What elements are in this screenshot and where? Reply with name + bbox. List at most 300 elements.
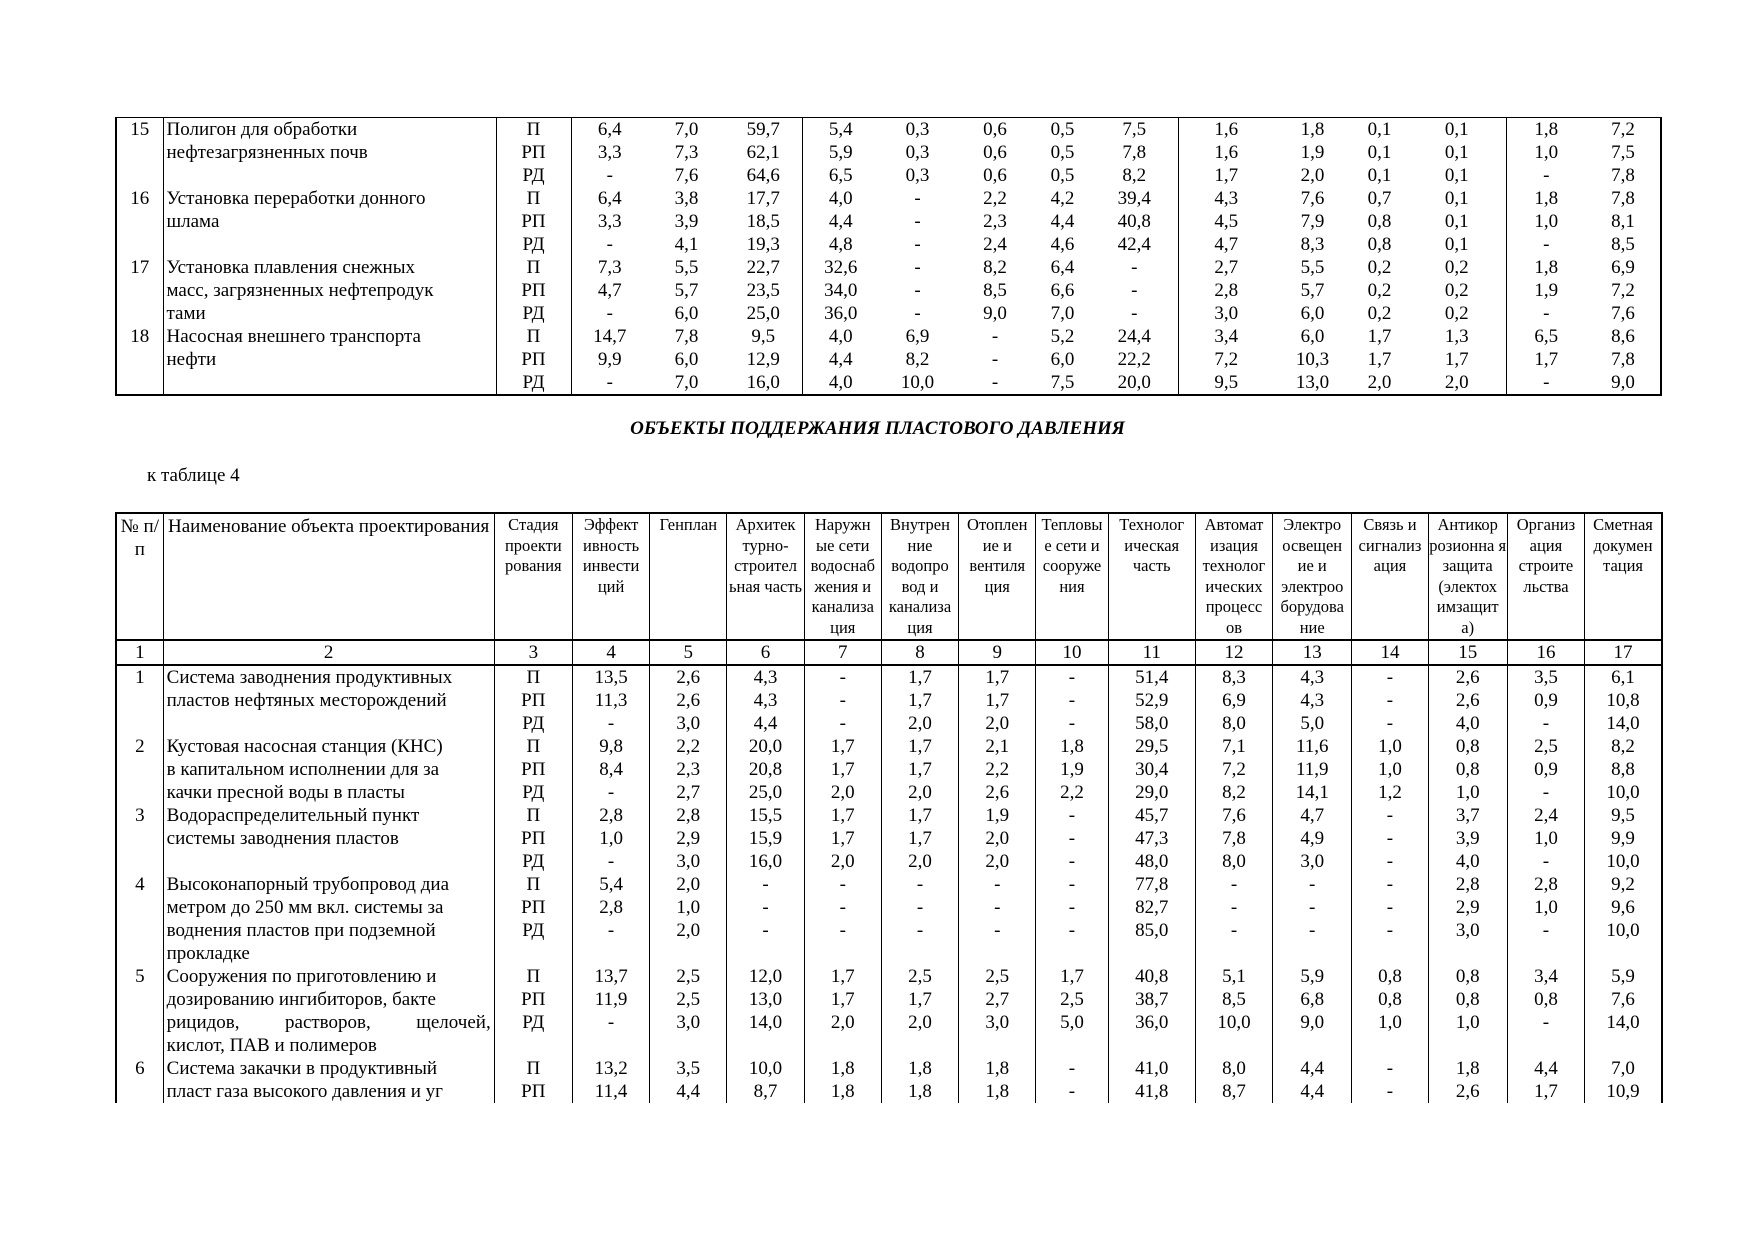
stage-cell: РП	[494, 689, 572, 712]
value-cell: 1,0	[1428, 781, 1507, 804]
value-cell: 3,3	[597, 211, 622, 232]
value-cell: 14,0	[1585, 712, 1662, 735]
value-cell: 1,9	[1300, 142, 1325, 163]
value-cell: 5,0	[1036, 1011, 1108, 1034]
row-number-cell	[116, 919, 163, 942]
value-cell: 11,9	[1273, 758, 1352, 781]
value-cell	[804, 1034, 881, 1057]
value-cell: 2,6	[1428, 665, 1507, 689]
value-cell: 0,5	[1050, 142, 1075, 163]
value-cell: 0,3	[905, 165, 930, 186]
value-cell: 1,7	[804, 758, 881, 781]
value-cell: -	[1543, 303, 1550, 324]
value-cell: 0,1	[1408, 210, 1506, 233]
value-cell: 9,0	[983, 303, 1007, 324]
value-cell: 8,2	[905, 349, 930, 370]
value-cell: 0,1	[1408, 164, 1506, 187]
value-cell: 3,3	[597, 142, 622, 163]
table-row	[116, 850, 1662, 873]
value-cell: 4,6	[1050, 234, 1075, 255]
row-number-cell	[116, 1011, 163, 1034]
object-name-cell	[163, 371, 496, 395]
value-cell	[1507, 1034, 1584, 1057]
value-cell: -	[1273, 896, 1352, 919]
table-row	[116, 665, 1662, 689]
value-cell: 2,8	[572, 896, 649, 919]
value-cell: 22,2	[1091, 348, 1178, 371]
object-name-cell	[163, 712, 494, 735]
value-cell: 7,6	[674, 165, 699, 186]
table-row	[116, 1034, 1662, 1057]
object-name-cell	[163, 850, 494, 873]
value-cell: 2,6	[1428, 689, 1507, 712]
value-cell: 5,5	[1300, 257, 1325, 278]
value-cell: 1,8	[1534, 188, 1559, 209]
value-cell: 0,6	[983, 165, 1007, 186]
stage-cell	[494, 1034, 572, 1057]
value-cell: 9,5	[1585, 804, 1662, 827]
table-row	[116, 187, 1661, 210]
value-cell: 15,9	[727, 827, 804, 850]
table-row	[116, 279, 1661, 302]
table-row	[116, 164, 1661, 187]
value-cell: 8,3	[1195, 665, 1272, 689]
value-cell: 8,4	[572, 758, 649, 781]
column-number: 4	[572, 640, 649, 665]
value-cell	[1273, 942, 1352, 965]
value-cell: 5,9	[1585, 965, 1662, 988]
value-cell: 6,0	[674, 303, 699, 324]
value-cell: 0,1	[1408, 118, 1506, 142]
value-cell: 10,0	[879, 371, 956, 395]
column-number: 12	[1195, 640, 1272, 665]
stage-cell: РП	[494, 988, 572, 1011]
value-cell: 0,1	[1408, 233, 1506, 256]
value-cell: 0,2	[1408, 279, 1506, 302]
value-cell: 0,1	[1351, 118, 1408, 142]
value-cell: 3,7	[1428, 804, 1507, 827]
value-cell: -	[1036, 850, 1108, 873]
value-cell: 36,0	[824, 303, 858, 324]
value-cell: 0,3	[879, 118, 956, 142]
value-cell: 6,9	[1586, 256, 1661, 279]
value-cell: 30,4	[1108, 758, 1195, 781]
object-name-cell: масс, загрязненных нефтепродук	[163, 279, 496, 302]
column-number: 9	[959, 640, 1036, 665]
value-cell: -	[1273, 873, 1352, 896]
value-cell: 7,8	[1195, 827, 1272, 850]
value-cell: 48,0	[1108, 850, 1195, 873]
column-number: 17	[1585, 640, 1662, 665]
value-cell: 42,4	[1091, 233, 1178, 256]
value-cell: -	[1036, 1080, 1108, 1103]
value-cell: 8,8	[1585, 758, 1662, 781]
value-cell: 2,5	[1036, 988, 1108, 1011]
row-number-cell	[116, 712, 163, 735]
value-cell: 2,7	[1214, 257, 1239, 278]
value-cell: 1,7	[881, 665, 958, 689]
column-header: Автомат изация технолог ических процесс ов	[1195, 513, 1272, 640]
value-cell: 2,4	[1507, 804, 1584, 827]
value-cell: 10,9	[1585, 1080, 1662, 1103]
ppd-table	[115, 512, 1663, 1103]
object-name-cell: Полигон для обработки	[163, 118, 496, 142]
column-header: Архитек турно- строител ьная часть	[727, 513, 804, 640]
value-cell: 8,6	[1586, 325, 1661, 348]
column-header: Технолог ическая часть	[1108, 513, 1195, 640]
value-cell: 2,0	[1351, 371, 1408, 395]
value-cell: -	[881, 919, 958, 942]
stage-cell: РД	[494, 781, 572, 804]
object-name-cell: тами	[163, 302, 496, 325]
value-cell: 10,0	[1585, 919, 1662, 942]
value-cell: 29,5	[1108, 735, 1195, 758]
value-cell: -	[1507, 850, 1584, 873]
value-cell: 1,8	[1274, 118, 1351, 142]
value-cell: -	[572, 1011, 649, 1034]
table-row	[116, 689, 1662, 712]
value-cell: -	[1352, 665, 1428, 689]
value-cell: -	[804, 896, 881, 919]
value-cell: 18,5	[725, 210, 802, 233]
value-cell: 6,5	[828, 165, 853, 186]
row-number-cell	[116, 988, 163, 1011]
value-cell: 2,0	[881, 850, 958, 873]
value-cell: 1,0	[1428, 1011, 1507, 1034]
value-cell: 59,7	[725, 118, 802, 142]
column-header: Наружн ые сети водоснаб жения и канализа ция	[804, 513, 881, 640]
value-cell: -	[959, 919, 1036, 942]
value-cell: 8,7	[727, 1080, 804, 1103]
column-number: 13	[1273, 640, 1352, 665]
stage-cell: РП	[494, 1080, 572, 1103]
value-cell: 6,0	[1300, 303, 1325, 324]
ppd-table-body	[116, 665, 1662, 1103]
value-cell: -	[914, 303, 921, 324]
value-cell: -	[571, 371, 648, 395]
column-number-row	[116, 640, 1662, 665]
value-cell: 1,7	[881, 988, 958, 1011]
value-cell: 4,2	[1050, 188, 1075, 209]
table-row	[116, 348, 1661, 371]
value-cell: 1,7	[881, 735, 958, 758]
value-cell: 38,7	[1108, 988, 1195, 1011]
value-cell: 6,4	[1050, 257, 1075, 278]
value-cell: 2,6	[1428, 1080, 1507, 1103]
value-cell: 4,4	[828, 349, 853, 370]
value-cell: 4,3	[1273, 665, 1352, 689]
value-cell: -	[1507, 712, 1584, 735]
value-cell: 13,0	[1274, 371, 1351, 395]
value-cell: 39,4	[1091, 187, 1178, 210]
stage-cell	[494, 942, 572, 965]
value-cell: 2,0	[881, 1011, 958, 1034]
row-number-cell	[116, 827, 163, 850]
column-number: 14	[1352, 640, 1428, 665]
value-cell	[1352, 1034, 1428, 1057]
value-cell: -	[1091, 302, 1178, 325]
value-cell: 2,3	[983, 211, 1007, 232]
value-cell: 1,8	[1428, 1057, 1507, 1080]
value-cell: -	[959, 896, 1036, 919]
value-cell: 4,3	[727, 689, 804, 712]
value-cell: 2,8	[650, 804, 727, 827]
value-cell: 2,6	[650, 689, 727, 712]
value-cell: -	[1091, 279, 1178, 302]
value-cell: -	[1352, 827, 1428, 850]
value-cell: 11,9	[572, 988, 649, 1011]
stage-cell: РП	[496, 141, 571, 164]
value-cell: -	[1352, 896, 1428, 919]
value-cell: 82,7	[1108, 896, 1195, 919]
value-cell: 7,8	[1091, 141, 1178, 164]
value-cell: 9,5	[1178, 371, 1274, 395]
stage-cell: РП	[494, 896, 572, 919]
value-cell: -	[1195, 919, 1272, 942]
stage-cell: П	[494, 804, 572, 827]
object-name-cell: Установка переработки донного	[163, 187, 496, 210]
object-name-cell: Насосная внешнего транспорта	[163, 325, 496, 348]
value-cell: 1,0	[1352, 758, 1428, 781]
stage-cell: РП	[494, 758, 572, 781]
value-cell: 6,4	[597, 188, 622, 209]
value-cell: 7,0	[1050, 303, 1075, 324]
table-row	[116, 256, 1661, 279]
value-cell: 7,2	[1195, 758, 1272, 781]
table-row	[116, 965, 1662, 988]
value-cell: 1,7	[959, 689, 1036, 712]
value-cell: -	[1543, 234, 1550, 255]
value-cell: 2,0	[1300, 165, 1325, 186]
value-cell	[572, 1034, 649, 1057]
column-number: 1	[116, 640, 163, 665]
stage-cell: РД	[496, 233, 571, 256]
value-cell: 5,4	[802, 118, 879, 142]
value-cell: 4,4	[1273, 1080, 1352, 1103]
value-cell: 1,8	[959, 1057, 1036, 1080]
value-cell: 9,0	[1273, 1011, 1352, 1034]
value-cell: 0,2	[1367, 280, 1392, 301]
value-cell	[1108, 1034, 1195, 1057]
object-name-cell: системы заводнения пластов	[163, 827, 494, 850]
table-row	[116, 118, 1661, 142]
value-cell: 4,4	[727, 712, 804, 735]
value-cell: -	[1091, 256, 1178, 279]
value-cell: 17,7	[725, 187, 802, 210]
value-cell: -	[1036, 804, 1108, 827]
value-cell: 6,6	[1050, 280, 1075, 301]
value-cell: 1,6	[1178, 118, 1274, 142]
value-cell: -	[804, 712, 881, 735]
value-cell: 8,5	[1586, 233, 1661, 256]
value-cell: 1,0	[1352, 1011, 1428, 1034]
table-row	[116, 1057, 1662, 1080]
value-cell: -	[1543, 165, 1550, 186]
table-row	[116, 712, 1662, 735]
value-cell: -	[572, 712, 649, 735]
value-cell: 2,0	[650, 919, 727, 942]
value-cell: -	[727, 919, 804, 942]
object-name-cell: Система закачки в продуктивный	[163, 1057, 494, 1080]
value-cell: 1,0	[650, 896, 727, 919]
value-cell	[959, 1034, 1036, 1057]
value-cell: 2,0	[804, 850, 881, 873]
value-cell: 36,0	[1108, 1011, 1195, 1034]
value-cell	[650, 942, 727, 965]
column-number: 10	[1036, 640, 1108, 665]
value-cell: 9,9	[597, 349, 622, 370]
column-number: 15	[1428, 640, 1507, 665]
value-cell: -	[572, 781, 649, 804]
value-cell: 4,9	[1273, 827, 1352, 850]
value-cell: 1,7	[881, 689, 958, 712]
value-cell: 4,4	[1273, 1057, 1352, 1080]
object-name-cell: пласт газа высокого давления и уг	[163, 1080, 494, 1103]
value-cell: 2,0	[650, 873, 727, 896]
value-cell: 0,2	[1367, 303, 1392, 324]
value-cell: 8,5	[1195, 988, 1272, 1011]
row-number-cell	[116, 1080, 163, 1103]
value-cell: -	[1352, 689, 1428, 712]
value-cell: 29,0	[1108, 781, 1195, 804]
value-cell: 7,3	[597, 257, 622, 278]
value-cell: 23,5	[725, 279, 802, 302]
value-cell: 3,9	[674, 211, 699, 232]
value-cell: 1,0	[1352, 735, 1428, 758]
row-number-cell	[116, 781, 163, 804]
value-cell: 5,2	[1050, 326, 1075, 347]
table-row	[116, 1011, 1662, 1034]
value-cell: -	[804, 665, 881, 689]
column-number: 8	[881, 640, 958, 665]
value-cell	[1108, 942, 1195, 965]
value-cell: 2,7	[650, 781, 727, 804]
column-header: Генплан	[650, 513, 727, 640]
table-row	[116, 735, 1662, 758]
column-header: Сметная докумен тация	[1585, 513, 1662, 640]
value-cell: 0,1	[1408, 141, 1506, 164]
value-cell: 4,0	[828, 188, 853, 209]
value-cell: 0,5	[1034, 118, 1091, 142]
value-cell: 7,1	[1195, 735, 1272, 758]
value-cell: 7,6	[1300, 188, 1325, 209]
value-cell: 3,0	[650, 850, 727, 873]
stage-cell: П	[494, 665, 572, 689]
value-cell: 24,4	[1091, 325, 1178, 348]
value-cell: -	[1507, 1011, 1584, 1034]
value-cell: 3,5	[650, 1057, 727, 1080]
value-cell: 1,8	[804, 1080, 881, 1103]
value-cell: 1,7	[804, 965, 881, 988]
column-number: 11	[1108, 640, 1195, 665]
value-cell: 3,0	[1428, 919, 1507, 942]
stage-cell: РД	[496, 371, 571, 395]
value-cell: 9,5	[725, 325, 802, 348]
value-cell	[1585, 1034, 1662, 1057]
value-cell: 13,2	[572, 1057, 649, 1080]
value-cell: 7,9	[1300, 211, 1325, 232]
table-row	[116, 1080, 1662, 1103]
value-cell	[1428, 942, 1507, 965]
value-cell: 7,2	[1586, 279, 1661, 302]
value-cell: 0,8	[1428, 965, 1507, 988]
value-cell: 0,8	[1367, 234, 1392, 255]
value-cell: 52,9	[1108, 689, 1195, 712]
value-cell: 8,7	[1195, 1080, 1272, 1103]
value-cell: -	[804, 873, 881, 896]
value-cell: 8,0	[1195, 1057, 1272, 1080]
value-cell: 2,0	[959, 712, 1036, 735]
value-cell: 9,0	[1586, 371, 1661, 395]
value-cell: 3,8	[674, 188, 699, 209]
value-cell: 11,3	[572, 689, 649, 712]
value-cell: 7,2	[1586, 118, 1661, 142]
value-cell: 6,5	[1534, 326, 1559, 347]
value-cell: 25,0	[727, 781, 804, 804]
stage-cell: РП	[496, 279, 571, 302]
value-cell: 1,7	[881, 804, 958, 827]
value-cell: 6,4	[571, 118, 648, 142]
object-name-cell: рицидов, растворов, щелочей,	[163, 1011, 494, 1034]
value-cell: 1,8	[959, 1080, 1036, 1103]
value-cell: 2,5	[1507, 735, 1584, 758]
value-cell: 7,3	[674, 142, 699, 163]
value-cell: 2,0	[959, 850, 1036, 873]
value-cell	[572, 942, 649, 965]
value-cell: 2,0	[959, 827, 1036, 850]
value-cell: -	[1036, 896, 1108, 919]
value-cell: 1,8	[881, 1057, 958, 1080]
value-cell: 2,3	[650, 758, 727, 781]
value-cell: 20,0	[1091, 371, 1178, 395]
value-cell: -	[881, 873, 958, 896]
object-name-cell: прокладке	[163, 942, 494, 965]
value-cell	[1195, 1034, 1272, 1057]
value-cell: 19,3	[725, 233, 802, 256]
value-cell: 5,7	[674, 280, 699, 301]
value-cell: -	[991, 326, 999, 347]
column-header: Связь и сигнализ ация	[1352, 513, 1428, 640]
value-cell: 0,8	[1428, 735, 1507, 758]
value-cell: 10,8	[1585, 689, 1662, 712]
row-number-cell: 2	[116, 735, 163, 758]
value-cell: 2,2	[650, 735, 727, 758]
value-cell: 0,8	[1352, 965, 1428, 988]
value-cell: 3,0	[1273, 850, 1352, 873]
stage-cell: П	[496, 118, 571, 142]
header-row	[116, 513, 1662, 640]
value-cell: 22,7	[725, 256, 802, 279]
value-cell: 25,0	[725, 302, 802, 325]
value-cell: -	[572, 919, 649, 942]
value-cell	[959, 942, 1036, 965]
table-row	[116, 141, 1661, 164]
value-cell: 1,0	[1534, 211, 1559, 232]
value-cell: 9,9	[1585, 827, 1662, 850]
value-cell: 40,8	[1091, 210, 1178, 233]
value-cell: -	[1352, 873, 1428, 896]
value-cell: 2,4	[983, 234, 1007, 255]
row-number-cell	[116, 302, 163, 325]
row-number-cell: 17	[116, 256, 163, 279]
value-cell: 6,1	[1585, 665, 1662, 689]
row-number-cell	[116, 233, 163, 256]
value-cell: 5,7	[1300, 280, 1325, 301]
value-cell: 12,9	[725, 348, 802, 371]
value-cell: 9,8	[572, 735, 649, 758]
value-cell: 5,4	[572, 873, 649, 896]
value-cell: 14,7	[593, 326, 627, 347]
